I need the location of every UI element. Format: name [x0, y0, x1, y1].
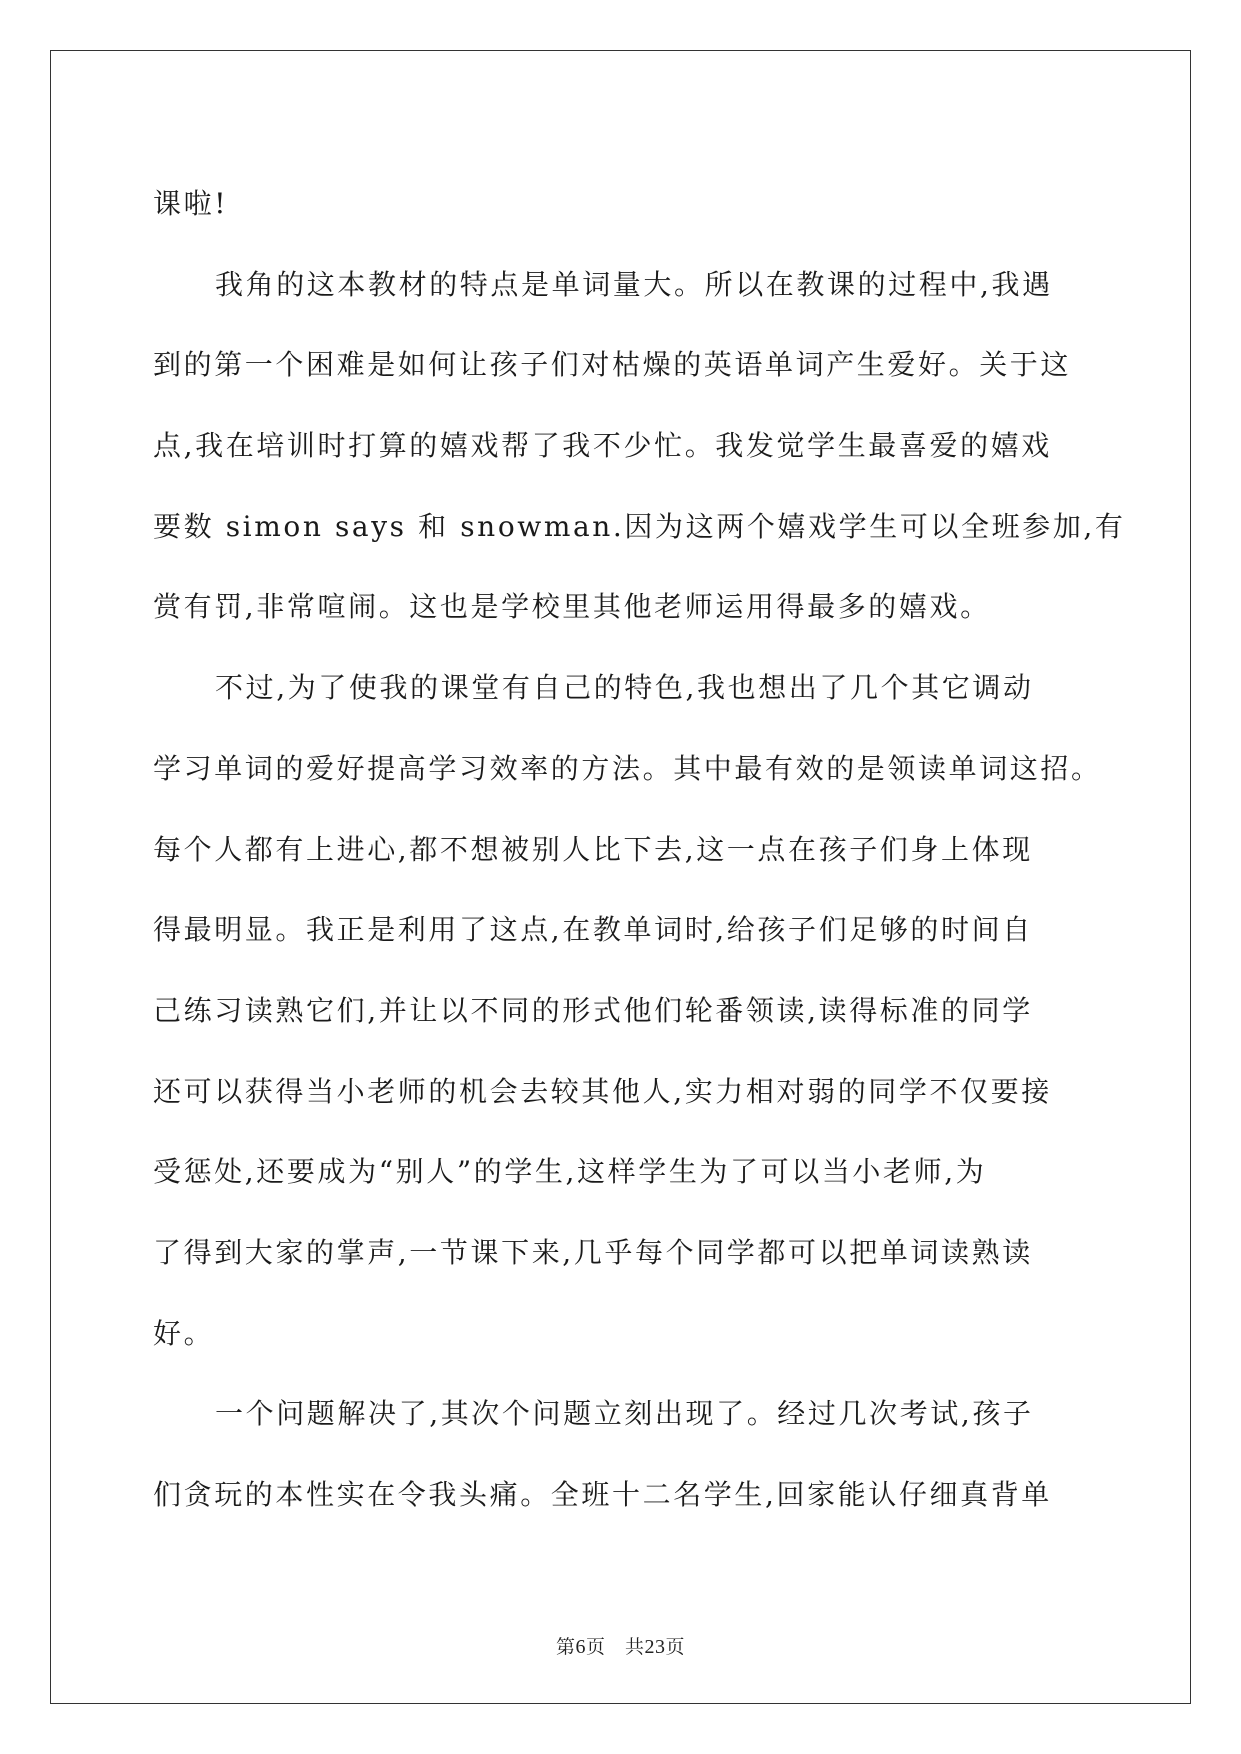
text-line: 得最明显。我正是利用了这点,在教单词时,给孩子们足够的时间自	[153, 913, 1033, 947]
text-line: 每个人都有上进心,都不想被别人比下去,这一点在孩子们身上体现	[153, 832, 1033, 866]
text-line: 一个问题解决了,其次个问题立刻出现了。经过几次考试,孩子	[215, 1397, 1034, 1431]
text-line: 好。	[153, 1316, 215, 1350]
text-line: 还可以获得当小老师的机会去较其他人,实力相对弱的同学不仅要接	[153, 1074, 1052, 1108]
text-line: 学习单词的爱好提高学习效率的方法。其中最有效的是领读单词这招。	[153, 751, 1102, 785]
text-line: 课啦!	[153, 187, 229, 220]
text-line: 到的第一个困难是如何让孩子们对枯燥的英语单词产生爱好。关于这	[153, 348, 1072, 382]
text-line: 我角的这本教材的特点是单词量大。所以在教课的过程中,我遇	[215, 267, 1053, 301]
text-line: 赏有罚,非常喧闹。这也是学校里其他老师运用得最多的嬉戏。	[153, 590, 991, 624]
footer-suffix: 页	[665, 1636, 686, 1658]
text-line: 们贪玩的本性实在令我头痛。全班十二名学生,回家能认仔细真背单	[153, 1478, 1052, 1511]
footer-prefix: 第	[555, 1636, 576, 1658]
text-line: 不过,为了使我的课堂有自己的特色,我也想出了几个其它调动	[215, 671, 1034, 705]
current-page-number: 6	[575, 1636, 586, 1658]
text-line: 点,我在培训时打算的嬉戏帮了我不少忙。我发觉学生最喜爱的嬉戏	[153, 429, 1052, 463]
total-pages-number: 23	[644, 1636, 666, 1658]
page-footer	[0, 1632, 1241, 1659]
document-body	[153, 164, 1126, 1536]
text-line: 己练习读熟它们,并让以不同的形式他们轮番领读,读得标准的同学	[153, 993, 1033, 1027]
text-line: 受惩处,还要成为“别人”的学生,这样学生为了可以当小老师,为	[153, 1155, 987, 1189]
text-line: 要数 simon says 和 snowman.因为这两个嬉戏学生可以全班参加,有	[153, 509, 1126, 543]
text-line: 了得到大家的掌声,一节课下来,几乎每个同学都可以把单词读熟读	[153, 1235, 1033, 1269]
footer-middle: 页 共	[585, 1636, 645, 1658]
